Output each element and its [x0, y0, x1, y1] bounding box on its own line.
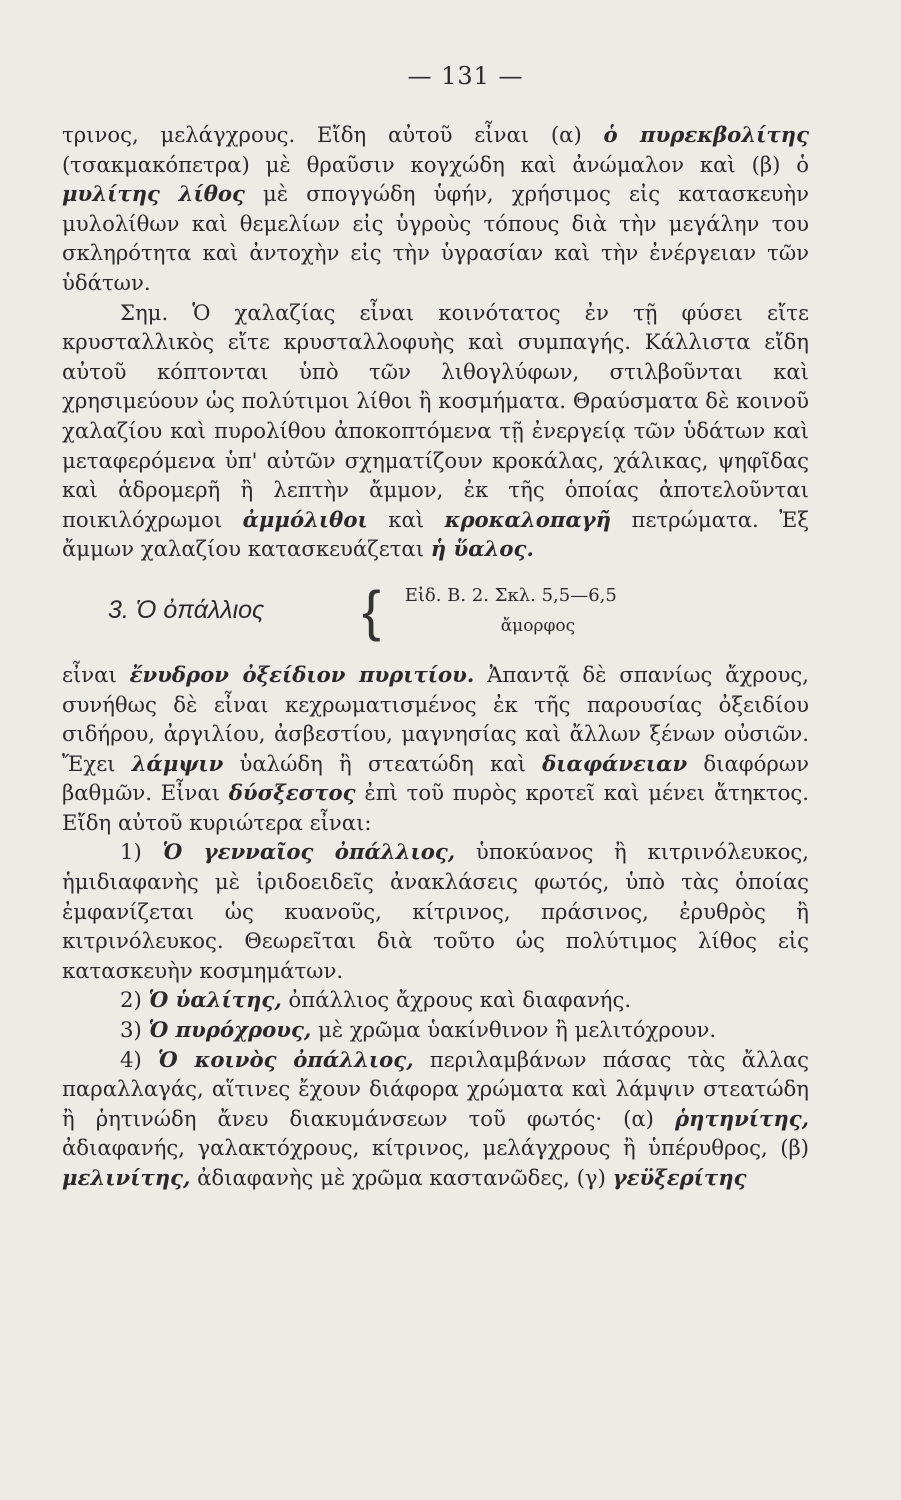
- brace-symbol: {: [362, 578, 381, 642]
- section-heading: [62, 576, 809, 646]
- item-term: Ὁ πυρόχρους,: [148, 1017, 312, 1043]
- text-run: Σημ. Ὁ χαλαζίας εἶναι κοινότατος ἐν τῇ φύσει εἴτε κρυσταλλικὸς εἴτε κρυσταλλοφυὴς καὶ συμπαγής. Κάλλιστα εἴδη αὐτοῦ κόπτονται ὑπὸ τῶν λιθογλύφων, στιλβοῦνται καὶ χρησιμεύουν ὡς πολύτιμοι λίθοι ἢ κοσμήματα. Θραύσματα δὲ κοινοῦ χαλαζίου καὶ πυρολίθου ἀποκοπτόμενα τῇ ἐνεργείᾳ τῶν ὑδάτων καὶ μεταφερόμενα ὑπ' αὐτῶν σχηματίζουν κροκάλας, χάλικας, ψηφῖδας καὶ ἁδρομερῆ ἢ λεπτὴν ἄμμον, ἐκ τῆς ὁποίας ἀποτελοῦνται ποικιλόχρωμοι: [62, 299, 809, 532]
- item-number: 3): [120, 1017, 149, 1043]
- term-yalos: ἡ ὕαλος.: [430, 536, 534, 562]
- term-lampsin: λάμψιν: [131, 750, 224, 776]
- item-number: 2): [120, 987, 149, 1013]
- term-ritinitis: ῥητηνίτης,: [674, 1105, 809, 1131]
- text-run: ἐπὶ τοῦ πυρὸς κροτεῖ καὶ μένει ἄτηκτος. Εἴδη αὐτοῦ κυριώτερα εἶναι:: [62, 780, 809, 835]
- term-geyxeritis: γεϋξερίτης: [612, 1165, 747, 1190]
- mineral-properties: [405, 581, 617, 641]
- text-run: Ἀπαντᾷ δὲ σπανίως ἄχρους, συνήθως δὲ εἶναι κεχρωματισμένος ἐκ τῆς παρουσίας ὀξειδίου σιδήρου, ἀργιλίου, ἀσβεστίου, μαγνησίας καὶ ἄλλων ξένων οὐσιῶν. Ἔχει: [62, 661, 810, 776]
- text-run: εἶναι: [62, 661, 130, 687]
- list-item: [62, 1045, 809, 1193]
- text-run: ὑαλώδη ἢ στεατώδη καὶ: [223, 750, 543, 776]
- term-melinitis: μελινίτης,: [62, 1165, 191, 1190]
- term-ammolithoi: ἀμμόλιθοι: [242, 506, 368, 532]
- paragraph-opal: [62, 660, 809, 838]
- properties-form: ἄμορφος: [500, 615, 576, 636]
- text-run: περιλαμβάνων πάσας τὰς ἄλλας παραλλαγάς, αἵτινες ἔχουν διάφορα χρώματα καὶ λάμψιν στεατώδη ἢ ῥητινώδη ἄνευ διακυμάνσεων τοῦ φωτός· (α): [62, 1046, 810, 1131]
- list-item: [62, 985, 809, 1015]
- text-run: μὲ χρῶμα ὑακίνθινον ἢ μελιτόχρουν.: [311, 1017, 717, 1043]
- paragraph-flint: [62, 120, 809, 298]
- item-term: Ὁ κοινὸς ὀπάλλιος,: [157, 1046, 414, 1072]
- item-term: Ὁ γενναῖος ὀπάλλιος,: [162, 839, 456, 865]
- item-number: 4): [120, 1046, 158, 1072]
- properties-line: Εἰδ. Β. 2. Σκλ. 5,5—6,5: [404, 584, 617, 606]
- text-run: ὑποκύανος ἢ κιτρινόλευκος, ἡμιδιαφανὴς μὲ ἰριδοειδεῖς ἀνακλάσεις φωτός, ὑπὸ τὰς ὁποίας ἐμφανίζεται ὡς κυανοῦς, κίτρινος, πράσινος, ἐρυθρὸς ἢ κιτρινόλευκος. Θεωρεῖται διὰ τοῦτο ὡς πολύτιμος λίθος εἰς κατασκευὴν κοσμημάτων.: [62, 839, 810, 983]
- section-title: 3. Ὁ ὀπάλλιος: [108, 596, 265, 625]
- term-diafaneian: διαφάνειαν: [542, 750, 688, 776]
- text-run: τρινος, μελάγχρους. Εἴδη αὐτοῦ εἶναι (α): [62, 122, 604, 147]
- text-run: πετρώματα. Ἐξ ἄμμων χαλαζίου κατασκευάζεται: [62, 506, 809, 562]
- text-run: διαφόρων βαθμῶν. Εἶναι: [62, 750, 809, 806]
- text-run: ὀπάλλιος ἄχρους καὶ διαφανής.: [281, 987, 632, 1013]
- text-run: (τσακμακόπετρα) μὲ θραῦσιν κογχώδη καὶ ἀνώμαλον καὶ (β) ὁ: [62, 151, 809, 177]
- text-run: καὶ: [367, 506, 445, 532]
- paragraph-note: [62, 298, 809, 564]
- text-run: ἀδιαφανής, γαλακτόχρους, κίτρινος, μελάγχρους ἢ ὑπέρυθρος, (β): [62, 1135, 809, 1161]
- list-item: [62, 1015, 809, 1045]
- item-number: 1): [120, 839, 163, 865]
- list-item: [62, 837, 809, 985]
- term-definition: ἔνυδρον ὀξείδιον πυριτίου.: [129, 661, 475, 687]
- text-run: ἀδιαφανὴς μὲ χρῶμα καστανῶδες, (γ): [190, 1165, 613, 1190]
- page-body: [62, 120, 809, 1193]
- term-pyrekvolitis: ὁ πυρεκβολίτης: [603, 122, 809, 147]
- page-number: — 131 —: [407, 62, 524, 90]
- term-dysxestos: δύσξεστος: [228, 780, 356, 806]
- text-run: μὲ σπογγώδη ὑφήν, χρήσιμος εἰς κατασκευὴν μυλολίθων καὶ θεμελίων εἰς ὑγροὺς τόπους διὰ τὴν μεγάλην του σκληρότητα καὶ ἀντοχὴν εἰς τὴν ὑγρασίαν καὶ τὴν ἐνέργειαν τῶν ὑδάτων.: [62, 181, 809, 295]
- term-krokalopagi: κροκαλοπαγῆ: [444, 506, 612, 532]
- term-mylitis-lithos: μυλίτης λίθος: [62, 181, 245, 207]
- item-term: Ὁ ὑαλίτης,: [148, 987, 282, 1013]
